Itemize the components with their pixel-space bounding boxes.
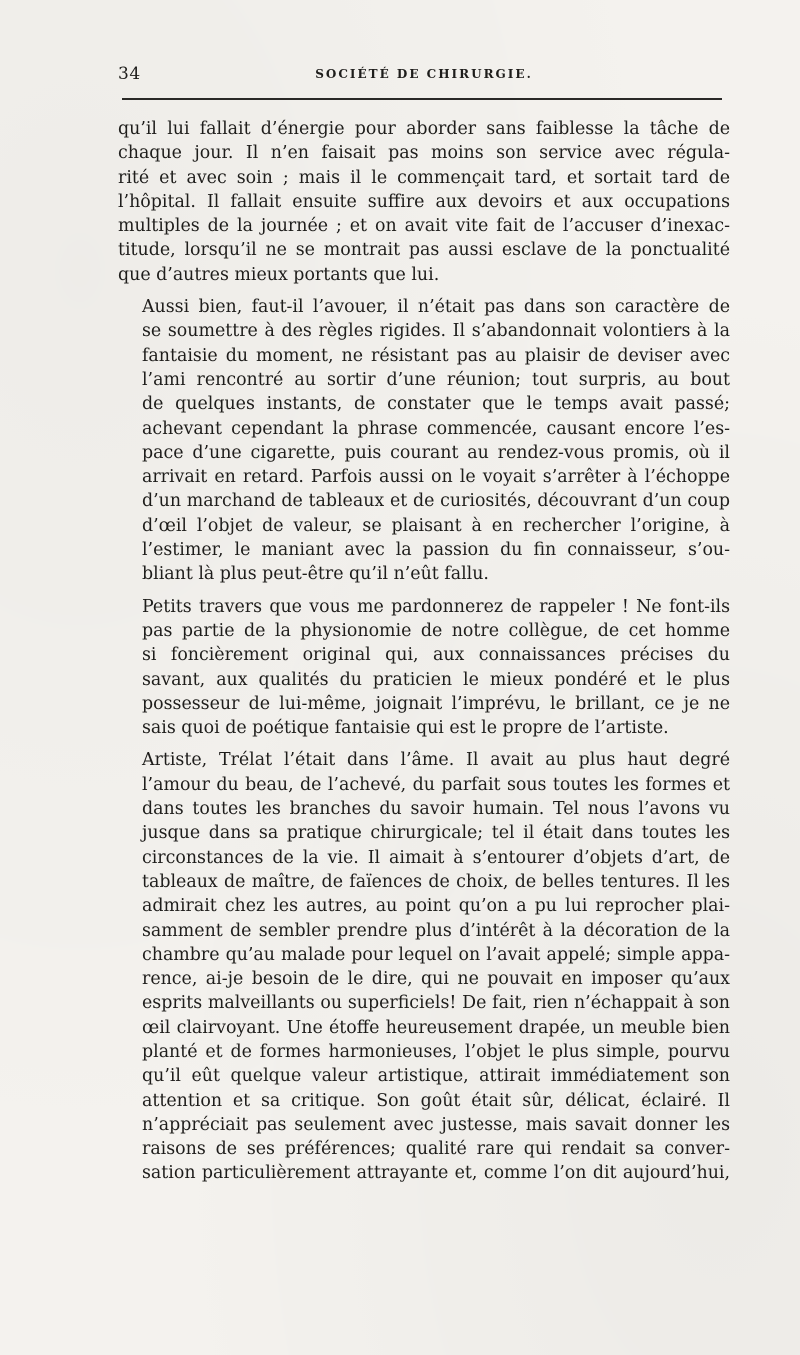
- text-line: chambre qu’au malade pour lequel on l’avait appelé; simple appa-: [142, 944, 730, 965]
- text-line: rité et avec soin ; mais il le commençait tard, et sortait tard de: [118, 167, 730, 188]
- text-line: tableaux de maître, de faïences de choix, de belles tentures. Il les: [142, 871, 730, 892]
- text-line: circonstances de la vie. Il aimait à s’entourer d’objets d’art, de: [142, 847, 730, 868]
- body-text: [118, 117, 730, 1194]
- page-number: 34: [118, 64, 141, 84]
- text-line: Artiste, Trélat l’était dans l’âme. Il avait au plus haut degré: [142, 750, 730, 771]
- text-line: bliant là plus peut-être qu’il n’eût fallu.: [142, 564, 489, 585]
- text-line: esprits malveillants ou superficiels! De fait, rien n’échappait à son: [142, 993, 730, 1014]
- text-line: d’œil l’objet de valeur, se plaisant à en rechercher l’origine, à: [142, 515, 730, 536]
- paragraph-2: [118, 295, 730, 587]
- paragraph-3: [118, 595, 730, 741]
- text-line: l’amour du beau, de l’achevé, du parfait sous toutes les formes et: [142, 774, 730, 795]
- text-line: attention et sa critique. Son goût était sûr, délicat, éclairé. Il: [142, 1090, 730, 1111]
- text-line: pace d’une cigarette, puis courant au rendez-vous promis, où il: [142, 442, 730, 463]
- paragraph-4: [118, 748, 730, 1185]
- text-line: de quelques instants, de constater que le temps avait passé;: [142, 394, 730, 415]
- header-rule: [122, 98, 722, 100]
- text-line: jusque dans sa pratique chirurgicale; tel il était dans toutes les: [142, 823, 730, 844]
- text-line: raisons de ses préférences; qualité rare qui rendait sa conver-: [142, 1139, 730, 1160]
- text-line: d’un marchand de tableaux et de curiosités, découvrant d’un coup: [142, 491, 730, 512]
- text-line: l’estimer, le maniant avec la passion du fin connaisseur, s’ou-: [142, 540, 730, 561]
- text-line: Petits travers que vous me pardonnerez de rappeler ! Ne font-ils: [142, 596, 730, 617]
- running-title: SOCIÉTÉ DE CHIRURGIE.: [315, 67, 533, 81]
- text-line: qu’il eût quelque valeur artistique, attirait immédiatement son: [142, 1066, 730, 1087]
- text-line: sation particulièrement attrayante et, comme l’on dit aujourd’hui,: [142, 1163, 730, 1184]
- text-line: Aussi bien, faut-il l’avouer, il n’était pas dans son caractère de: [142, 297, 730, 318]
- text-line: pas partie de la physionomie de notre collègue, de cet homme: [142, 620, 730, 641]
- text-line: se soumettre à des règles rigides. Il s’abandonnait volontiers à la: [142, 321, 730, 342]
- text-line: savant, aux qualités du praticien le mieux pondéré et le plus: [142, 669, 730, 690]
- text-line: dans toutes les branches du savoir humain. Tel nous l’avons vu: [142, 799, 730, 820]
- text-line: arrivait en retard. Parfois aussi on le voyait s’arrêter à l’échoppe: [142, 467, 730, 488]
- text-line: que d’autres mieux portants que lui.: [118, 264, 440, 285]
- text-line: fantaisie du moment, ne résistant pas au plaisir de deviser avec: [142, 345, 730, 366]
- text-line: l’hôpital. Il fallait ensuite suffire aux devoirs et aux occupations: [118, 191, 730, 212]
- text-line: admirait chez les autres, au point qu’on a pu lui reprocher plai-: [142, 896, 730, 917]
- text-line: achevant cependant la phrase commencée, causant encore l’es-: [142, 418, 730, 439]
- text-line: samment de sembler prendre plus d’intérêt à la décoration de la: [142, 920, 730, 941]
- text-line: planté et de formes harmonieuses, l’objet le plus simple, pourvu: [142, 1041, 730, 1062]
- text-line: sais quoi de poétique fantaisie qui est le propre de l’artiste.: [142, 718, 669, 739]
- text-line: rence, ai-je besoin de le dire, qui ne pouvait en imposer qu’aux: [142, 969, 730, 990]
- text-line: multiples de la journée ; et on avait vite fait de l’accuser d’inexac-: [118, 216, 730, 237]
- text-line: n’appréciait pas seulement avec justesse, mais savait donner les: [142, 1114, 730, 1135]
- text-line: chaque jour. Il n’en faisait pas moins son service avec régula-: [118, 143, 730, 164]
- text-line: si foncièrement original qui, aux connaissances précises du: [142, 645, 730, 666]
- text-line: titude, lorsqu’il ne se montrait pas aussi esclave de la ponctualité: [118, 240, 730, 261]
- running-head: [118, 64, 730, 90]
- text-line: l’ami rencontré au sortir d’une réunion; tout surpris, au bout: [142, 369, 730, 390]
- paragraph-1: [118, 117, 730, 287]
- text-line: œil clairvoyant. Une étoffe heureusement drapée, un meuble bien: [142, 1017, 730, 1038]
- text-line: qu’il lui fallait d’énergie pour aborder sans faiblesse la tâche de: [118, 119, 730, 139]
- text-line: possesseur de lui-même, joignait l’imprévu, le brillant, ce je ne: [142, 693, 730, 714]
